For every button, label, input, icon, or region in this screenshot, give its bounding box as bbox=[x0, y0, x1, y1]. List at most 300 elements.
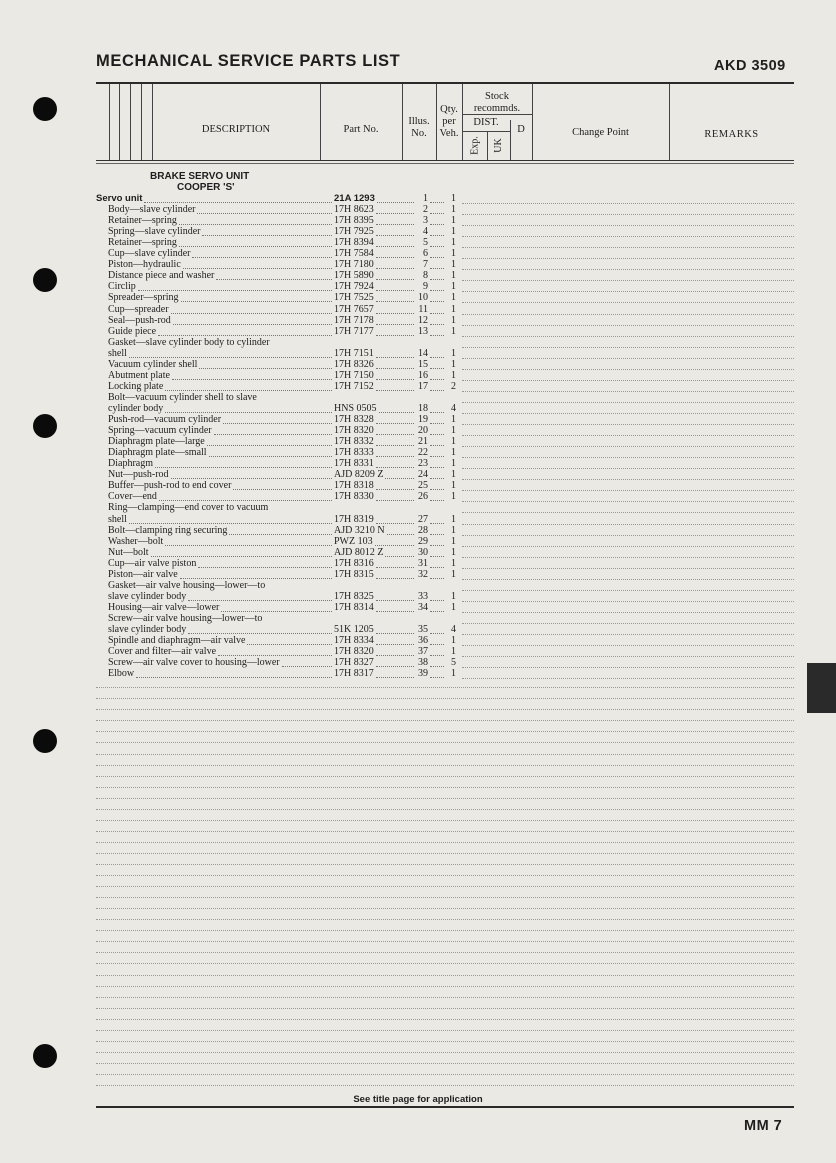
illus-number: 17 bbox=[418, 380, 428, 392]
parts-row bbox=[96, 602, 460, 613]
quantity: 1 bbox=[451, 491, 456, 503]
blank-rule bbox=[96, 986, 794, 987]
header-rule bbox=[96, 82, 794, 84]
parts-row bbox=[96, 215, 460, 226]
quantity: 1 bbox=[451, 325, 456, 337]
illus-number: 29 bbox=[418, 535, 428, 547]
row-rule bbox=[462, 645, 794, 646]
quantity: 1 bbox=[451, 425, 456, 437]
quantity: 1 bbox=[451, 590, 456, 602]
illus-number: 9 bbox=[423, 281, 428, 293]
quantity: 1 bbox=[451, 347, 456, 359]
quantity: 1 bbox=[451, 358, 456, 370]
parts-row bbox=[96, 547, 460, 558]
leader-dots bbox=[430, 578, 444, 579]
leader-dots bbox=[377, 202, 414, 203]
parts-row bbox=[96, 315, 460, 326]
part-number: 17H 8334 bbox=[334, 635, 374, 646]
parts-row bbox=[96, 525, 460, 536]
parts-row bbox=[96, 436, 460, 447]
row-rule bbox=[462, 612, 794, 613]
leader-dots bbox=[430, 268, 444, 269]
col-illus: Illus. No. bbox=[408, 116, 430, 139]
illus-number: 28 bbox=[418, 524, 428, 536]
part-number: 17H 7150 bbox=[334, 369, 374, 381]
part-description: slave cylinder body bbox=[108, 590, 187, 602]
column-divider bbox=[152, 84, 153, 160]
leader-dots bbox=[181, 301, 332, 302]
leader-dots bbox=[376, 644, 414, 645]
row-rule bbox=[462, 479, 794, 480]
illus-number: 15 bbox=[418, 358, 428, 370]
row-rule bbox=[462, 358, 794, 359]
leader-dots bbox=[171, 313, 332, 314]
parts-row bbox=[96, 491, 460, 502]
leader-dots bbox=[218, 655, 332, 656]
quantity: 1 bbox=[451, 436, 456, 448]
parts-row bbox=[96, 337, 460, 348]
part-description: Cover and filter—air valve bbox=[108, 646, 217, 657]
quantity: 1 bbox=[451, 281, 456, 293]
leader-dots bbox=[165, 390, 332, 391]
leader-dots bbox=[165, 412, 332, 413]
index-tab bbox=[807, 663, 836, 713]
blank-rule bbox=[96, 1052, 794, 1053]
leader-dots bbox=[173, 324, 332, 325]
row-rule bbox=[462, 203, 794, 204]
leader-dots bbox=[376, 423, 414, 424]
illus-number: 16 bbox=[418, 369, 428, 381]
leader-dots bbox=[216, 279, 332, 280]
part-number: 17H 5890 bbox=[334, 270, 374, 282]
part-number: 17H 7525 bbox=[334, 292, 374, 304]
section-title: BRAKE SERVO UNIT COOPER 'S' bbox=[150, 171, 250, 193]
leader-dots bbox=[376, 567, 414, 568]
leader-dots bbox=[376, 368, 414, 369]
row-rule bbox=[462, 501, 794, 502]
leader-dots bbox=[375, 545, 414, 546]
leader-dots bbox=[207, 445, 332, 446]
leader-dots bbox=[430, 445, 444, 446]
illus-number: 23 bbox=[418, 458, 428, 470]
leader-dots bbox=[144, 202, 332, 203]
parts-row bbox=[96, 193, 460, 204]
quantity: 1 bbox=[451, 557, 456, 569]
col-d: D bbox=[517, 124, 525, 135]
leader-dots bbox=[129, 523, 332, 524]
illus-number: 27 bbox=[418, 513, 428, 525]
part-description: slave cylinder body bbox=[108, 624, 187, 635]
part-description: Cover—end bbox=[108, 491, 157, 503]
part-description: Diaphragm plate—large bbox=[108, 436, 205, 448]
parts-row bbox=[96, 558, 460, 569]
leader-dots bbox=[165, 545, 332, 546]
leader-dots bbox=[376, 213, 414, 214]
header-bottom-rule-2 bbox=[96, 163, 794, 164]
leader-dots bbox=[155, 467, 332, 468]
illus-number: 36 bbox=[418, 635, 428, 646]
parts-row bbox=[96, 359, 460, 370]
col-exp: Exp. bbox=[469, 136, 481, 155]
part-number: AJD 8209 Z bbox=[334, 469, 384, 481]
leader-dots bbox=[430, 235, 444, 236]
row-rule bbox=[462, 236, 794, 237]
quantity: 1 bbox=[451, 314, 456, 326]
row-rule bbox=[462, 291, 794, 292]
quantity: 1 bbox=[451, 204, 456, 216]
row-rule bbox=[462, 446, 794, 447]
leader-dots bbox=[376, 268, 414, 269]
parts-row bbox=[96, 259, 460, 270]
parts-row bbox=[96, 381, 460, 392]
parts-row bbox=[96, 502, 460, 513]
leader-dots bbox=[376, 301, 414, 302]
part-description: Buffer—push-rod to end cover bbox=[108, 480, 232, 492]
document-code: AKD 3509 bbox=[714, 58, 786, 74]
leader-dots bbox=[430, 224, 444, 225]
blank-rule bbox=[96, 698, 794, 699]
quantity: 1 bbox=[451, 469, 456, 481]
part-number: 17H 8328 bbox=[334, 414, 374, 425]
parts-row bbox=[96, 624, 460, 635]
part-description: Diaphragm bbox=[108, 458, 153, 470]
column-divider bbox=[130, 84, 131, 160]
part-description: Retainer—spring bbox=[108, 237, 177, 249]
part-description: Bolt—vacuum cylinder shell to slave bbox=[108, 391, 257, 403]
leader-dots bbox=[376, 489, 414, 490]
leader-dots bbox=[430, 633, 444, 634]
leader-dots bbox=[198, 567, 332, 568]
parts-row bbox=[96, 226, 460, 237]
part-description: Bolt—clamping ring securing bbox=[108, 524, 228, 536]
leader-dots bbox=[430, 600, 444, 601]
blank-rule bbox=[96, 754, 794, 755]
illus-number: 39 bbox=[418, 668, 428, 680]
leader-dots bbox=[430, 257, 444, 258]
quantity: 1 bbox=[451, 259, 456, 271]
leader-dots bbox=[197, 213, 332, 214]
leader-dots bbox=[282, 666, 332, 667]
leader-dots bbox=[430, 279, 444, 280]
leader-dots bbox=[430, 423, 444, 424]
leader-dots bbox=[376, 224, 414, 225]
leader-dots bbox=[188, 600, 332, 601]
blank-rule bbox=[96, 687, 794, 688]
row-rule bbox=[462, 402, 794, 403]
blank-rule bbox=[96, 787, 794, 788]
leader-dots bbox=[376, 456, 414, 457]
blank-rule bbox=[96, 1030, 794, 1031]
row-rule bbox=[462, 413, 794, 414]
part-description: Elbow bbox=[108, 668, 135, 680]
leader-dots bbox=[229, 534, 332, 535]
leader-dots bbox=[376, 390, 414, 391]
leader-dots bbox=[430, 434, 444, 435]
leader-dots bbox=[430, 567, 444, 568]
leader-dots bbox=[430, 644, 444, 645]
parts-row bbox=[96, 348, 460, 359]
part-description: shell bbox=[108, 513, 127, 525]
leader-dots bbox=[379, 412, 414, 413]
blank-rule bbox=[96, 997, 794, 998]
column-divider bbox=[141, 84, 142, 160]
leader-dots bbox=[430, 379, 444, 380]
leader-dots bbox=[180, 578, 332, 579]
part-number: 17H 8315 bbox=[334, 568, 374, 580]
row-rule bbox=[462, 568, 794, 569]
leader-dots bbox=[376, 578, 414, 579]
leader-dots bbox=[430, 545, 444, 546]
quantity: 1 bbox=[451, 248, 456, 260]
blank-rule bbox=[96, 897, 794, 898]
leader-dots bbox=[233, 489, 332, 490]
illus-number: 37 bbox=[418, 646, 428, 657]
leader-dots bbox=[376, 633, 414, 634]
illus-number: 3 bbox=[423, 215, 428, 227]
row-rule bbox=[462, 678, 794, 679]
parts-row bbox=[96, 580, 460, 591]
quantity: 1 bbox=[451, 215, 456, 227]
illus-number: 24 bbox=[418, 469, 428, 481]
quantity: 1 bbox=[451, 535, 456, 547]
leader-dots bbox=[430, 500, 444, 501]
blank-rule bbox=[96, 864, 794, 865]
leader-dots bbox=[214, 434, 332, 435]
leader-dots bbox=[159, 500, 332, 501]
leader-dots bbox=[430, 478, 444, 479]
leader-dots bbox=[183, 268, 332, 269]
blank-rule bbox=[96, 853, 794, 854]
quantity: 1 bbox=[451, 458, 456, 470]
leader-dots bbox=[430, 611, 444, 612]
blank-rule bbox=[96, 776, 794, 777]
part-description: Seal—push-rod bbox=[108, 314, 171, 326]
row-rule bbox=[462, 314, 794, 315]
part-description: Spreader—spring bbox=[108, 292, 179, 304]
leader-dots bbox=[430, 534, 444, 535]
illus-number: 7 bbox=[423, 259, 428, 271]
part-description: Retainer—spring bbox=[108, 215, 177, 227]
illus-number: 12 bbox=[418, 314, 428, 326]
part-number: 51K 1205 bbox=[334, 624, 374, 635]
illus-number: 26 bbox=[418, 491, 428, 503]
illus-number: 33 bbox=[418, 590, 428, 602]
leader-dots bbox=[385, 556, 414, 557]
illus-number: 2 bbox=[423, 204, 428, 216]
part-description: Spring—vacuum cylinder bbox=[108, 425, 212, 437]
part-description: cylinder body bbox=[108, 403, 164, 414]
part-number: 21A 1293 bbox=[334, 193, 375, 204]
parts-row bbox=[96, 480, 460, 491]
blank-rule bbox=[96, 919, 794, 920]
part-description: Servo unit bbox=[96, 193, 143, 204]
leader-dots bbox=[430, 202, 444, 203]
leader-dots bbox=[376, 324, 414, 325]
leader-dots bbox=[376, 523, 414, 524]
row-rule bbox=[462, 490, 794, 491]
part-description: Vacuum cylinder shell bbox=[108, 358, 198, 370]
parts-row bbox=[96, 370, 460, 381]
parts-row bbox=[96, 326, 460, 337]
parts-row bbox=[96, 281, 460, 292]
part-description: Gasket—slave cylinder body to cylinder bbox=[108, 336, 270, 348]
part-description: Distance piece and washer bbox=[108, 270, 215, 282]
leader-dots bbox=[376, 677, 414, 678]
part-number: 17H 8317 bbox=[334, 668, 374, 680]
leader-dots bbox=[223, 423, 332, 424]
part-number: 17H 8319 bbox=[334, 513, 374, 525]
leader-dots bbox=[430, 523, 444, 524]
col-stock: Stock recommds. bbox=[473, 91, 521, 114]
leader-dots bbox=[376, 290, 414, 291]
parts-row bbox=[96, 204, 460, 215]
parts-row bbox=[96, 569, 460, 580]
illus-number: 31 bbox=[418, 557, 428, 569]
parts-row bbox=[96, 646, 460, 657]
row-rule bbox=[462, 667, 794, 668]
leader-dots bbox=[430, 324, 444, 325]
row-rule bbox=[462, 269, 794, 270]
blank-rule bbox=[96, 731, 794, 732]
parts-row bbox=[96, 536, 460, 547]
part-description: Body—slave cylinder bbox=[108, 204, 196, 216]
part-number: 17H 7924 bbox=[334, 281, 374, 293]
blank-rule bbox=[96, 1074, 794, 1075]
part-description: Cup—slave cylinder bbox=[108, 248, 191, 260]
blank-rule bbox=[96, 1063, 794, 1064]
part-description: Locking plate bbox=[108, 380, 164, 392]
part-description: Circlip bbox=[108, 281, 136, 293]
leader-dots bbox=[430, 213, 444, 214]
part-description: Push-rod—vacuum cylinder bbox=[108, 414, 222, 425]
blank-rule bbox=[96, 975, 794, 976]
part-number: AJD 8012 Z bbox=[334, 546, 384, 558]
illus-number: 13 bbox=[418, 325, 428, 337]
illus-number: 20 bbox=[418, 425, 428, 437]
quantity: 2 bbox=[451, 380, 456, 392]
leader-dots bbox=[129, 357, 332, 358]
binder-hole bbox=[33, 97, 57, 121]
binder-hole bbox=[33, 414, 57, 438]
leader-dots bbox=[179, 224, 332, 225]
leader-dots bbox=[376, 313, 414, 314]
part-number: 17H 7152 bbox=[334, 380, 374, 392]
leader-dots bbox=[376, 379, 414, 380]
leader-dots bbox=[430, 489, 444, 490]
parts-row bbox=[96, 392, 460, 403]
blank-rule bbox=[96, 720, 794, 721]
part-number: HNS 0505 bbox=[334, 403, 377, 414]
blank-rule bbox=[96, 930, 794, 931]
column-divider bbox=[487, 132, 488, 160]
column-divider bbox=[119, 84, 120, 160]
binder-hole bbox=[33, 1044, 57, 1068]
part-number: 17H 8395 bbox=[334, 215, 374, 227]
part-description: Guide piece bbox=[108, 325, 157, 337]
part-description: Housing—air valve—lower bbox=[108, 601, 220, 613]
parts-row bbox=[96, 469, 460, 480]
illus-number: 32 bbox=[418, 568, 428, 580]
part-number: 17H 8314 bbox=[334, 601, 374, 613]
part-number: 17H 7178 bbox=[334, 314, 374, 326]
leader-dots bbox=[209, 456, 332, 457]
leader-dots bbox=[172, 379, 332, 380]
illus-number: 18 bbox=[418, 403, 428, 414]
part-number: PWZ 103 bbox=[334, 535, 373, 547]
part-number: 17H 7925 bbox=[334, 226, 374, 238]
quantity: 5 bbox=[451, 657, 456, 669]
row-rule bbox=[462, 634, 794, 635]
blank-rule bbox=[96, 1041, 794, 1042]
row-rule bbox=[462, 557, 794, 558]
part-number: 17H 7177 bbox=[334, 325, 374, 337]
part-description: Gasket—air valve housing—lower—to bbox=[108, 579, 266, 591]
row-rule bbox=[462, 524, 794, 525]
illus-number: 10 bbox=[418, 292, 428, 304]
quantity: 1 bbox=[451, 193, 456, 204]
part-number: 17H 8332 bbox=[334, 436, 374, 448]
leader-dots bbox=[376, 655, 414, 656]
part-number: 17H 7151 bbox=[334, 347, 374, 359]
leader-dots bbox=[430, 677, 444, 678]
illus-number: 11 bbox=[418, 303, 428, 315]
part-number: 17H 8325 bbox=[334, 590, 374, 602]
leader-dots bbox=[430, 290, 444, 291]
blank-rule bbox=[96, 952, 794, 953]
blank-rule bbox=[96, 831, 794, 832]
quantity: 1 bbox=[451, 480, 456, 492]
illus-number: 25 bbox=[418, 480, 428, 492]
row-rule bbox=[462, 391, 794, 392]
part-description: Spring—slave cylinder bbox=[108, 226, 201, 238]
row-rule bbox=[462, 347, 794, 348]
leader-dots bbox=[430, 467, 444, 468]
part-number: 17H 8320 bbox=[334, 425, 374, 437]
blank-rule bbox=[96, 886, 794, 887]
leader-dots bbox=[376, 467, 414, 468]
row-rule bbox=[462, 258, 794, 259]
quantity: 1 bbox=[451, 568, 456, 580]
col-uk: UK bbox=[493, 138, 504, 153]
row-rule bbox=[462, 435, 794, 436]
part-number: 17H 8623 bbox=[334, 204, 374, 216]
leader-dots bbox=[376, 357, 414, 358]
leader-dots bbox=[376, 600, 414, 601]
quantity: 4 bbox=[451, 624, 456, 635]
leader-dots bbox=[430, 412, 444, 413]
illus-number: 19 bbox=[418, 414, 428, 425]
blank-rule bbox=[96, 941, 794, 942]
blank-rule bbox=[96, 820, 794, 821]
leader-dots bbox=[430, 301, 444, 302]
col-qty: Qty. per Veh. bbox=[439, 104, 459, 139]
row-rule bbox=[462, 380, 794, 381]
leader-dots bbox=[199, 368, 332, 369]
leader-dots bbox=[430, 313, 444, 314]
part-description: Screw—air valve cover to housing—lower bbox=[108, 657, 280, 669]
quantity: 1 bbox=[451, 414, 456, 425]
leader-dots bbox=[376, 335, 414, 336]
illus-number: 8 bbox=[423, 270, 428, 282]
illus-number: 35 bbox=[418, 624, 428, 635]
blank-rule bbox=[96, 742, 794, 743]
column-divider bbox=[669, 84, 670, 160]
quantity: 1 bbox=[451, 369, 456, 381]
row-rule bbox=[462, 546, 794, 547]
col-dist: DIST. bbox=[473, 117, 499, 128]
leader-dots bbox=[376, 666, 414, 667]
leader-dots bbox=[430, 655, 444, 656]
